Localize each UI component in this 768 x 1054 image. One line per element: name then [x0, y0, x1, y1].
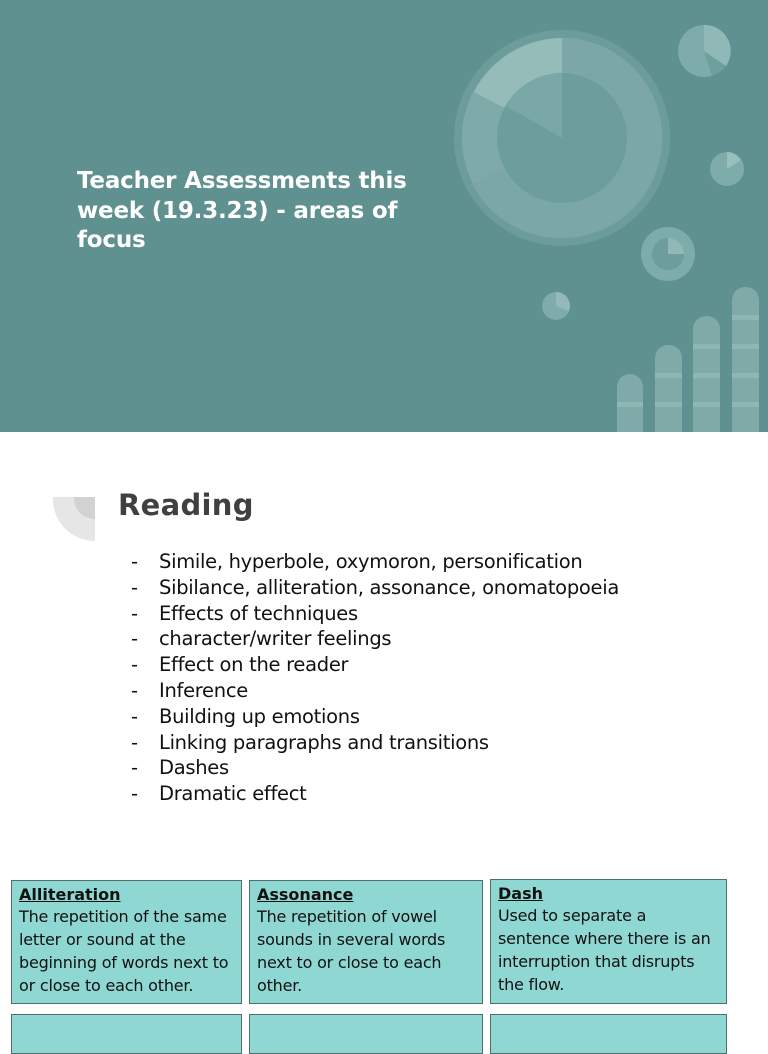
- glossary-card-alliteration: [11, 880, 242, 1004]
- list-item: - Dramatic effect: [131, 782, 307, 806]
- glossary-cards: [0, 880, 768, 1040]
- pie-icon: [678, 25, 731, 77]
- small-donut-icon: [641, 227, 695, 281]
- reading-slide: [0, 432, 768, 1024]
- bar-columns-icon: [617, 287, 759, 432]
- donut-chart-icon: [454, 30, 670, 246]
- list-item: - Building up emotions: [131, 704, 360, 728]
- glossary-card-partial: [490, 1014, 727, 1054]
- list-item: - character/writer feelings: [131, 627, 392, 651]
- card-term: Alliteration: [19, 885, 121, 904]
- list-item: - Inference: [131, 678, 248, 702]
- list-item: - Sibilance, alliteration, assonance, onomatopoeia: [131, 575, 619, 599]
- section-heading: Reading: [118, 488, 254, 522]
- list-item: - Effect on the reader: [131, 653, 349, 677]
- tiny-pie-icon: [542, 292, 570, 320]
- list-item: - Simile, hyperbole, oxymoron, personification: [131, 550, 583, 573]
- list-item: - Effects of techniques: [131, 601, 358, 625]
- card-term: Assonance: [257, 885, 354, 904]
- glossary-card-dash: [490, 879, 727, 1004]
- glossary-card-assonance: [249, 880, 483, 1004]
- glossary-card-partial: [249, 1014, 483, 1054]
- focus-list: [131, 549, 619, 807]
- card-term: Dash: [498, 884, 543, 903]
- slide-title: Teacher Assessments this week (19.3.23) - areas of focus: [77, 168, 407, 253]
- card-definition: The repetition of the same letter or sound at the beginning of words next to or close to each other.: [19, 907, 229, 995]
- title-slide: [0, 0, 768, 432]
- list-item: - Dashes: [131, 756, 229, 780]
- glossary-card-partial: [11, 1014, 242, 1054]
- list-item: - Linking paragraphs and transitions: [131, 730, 489, 754]
- card-definition: Used to separate a sentence where there is an interruption that disrupts the flow.: [498, 906, 711, 994]
- corner-arc-icon: [52, 496, 96, 542]
- small-pie-icon: [710, 152, 744, 186]
- card-definition: The repetition of vowel sounds in several words next to or close to each other.: [257, 907, 446, 995]
